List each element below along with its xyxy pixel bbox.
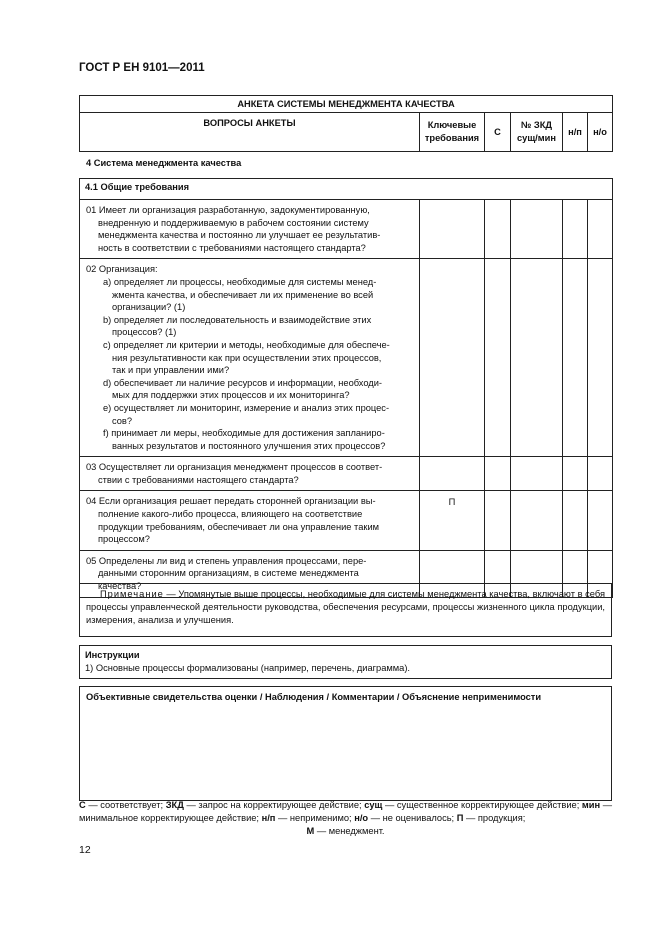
q01-line: ность в соответствии с требованиями настоящего стандарта?: [98, 242, 366, 253]
legend-p: П: [456, 813, 464, 823]
legend-m: М: [306, 826, 315, 836]
questionnaire-header-table: [79, 95, 613, 152]
abbreviation-legend: С — соответствует; ЗКД — запрос на корректирующее действие; сущ — существенное корректирующее действие; мин — минимальное корректирующее действие; н/п — неприменимо; н/о — не оценивалось; П — продукция; М — менеджмент.: [79, 800, 613, 836]
table-row: [80, 259, 613, 457]
evidence-title: Объективные свидетельства оценки / Наблюдения / Комментарии / Объяснение неприменимости: [86, 692, 542, 702]
zkd-cell[interactable]: [511, 200, 563, 259]
section-heading: 4 Система менеджмента качества: [86, 158, 242, 168]
table-row: [80, 491, 613, 550]
table-row: [80, 457, 613, 491]
note-text: — Упомянутые выше процессы, необходимые для системы менеджмента качества, включают в себя процессы управленческой деятельности руководства, обеспечения ресурсами, процессы жизненного цикла продукции, измерения, анализа и улучшения.: [86, 589, 605, 625]
conforms-cell[interactable]: [485, 200, 511, 259]
conforms-cell[interactable]: [485, 491, 511, 550]
q02-item-f: f) принимает ли меры, необходимые для достижения запланиро- ванных результатов и постоянного улучшения этих процессов?: [103, 428, 386, 451]
key-cell[interactable]: [420, 457, 485, 491]
q04-line: полнение какого-либо процесса, влияющего на соответствие: [98, 509, 363, 520]
document-id: ГОСТ Р ЕН 9101—2011: [79, 62, 205, 74]
q02-item-a: a) определяет ли процессы, необходимые для системы менед- жмента качества, и обеспечивает ли их применение во всей организации? (1): [103, 276, 377, 313]
note-label: Примечание: [100, 589, 164, 599]
col-zkd: [511, 113, 563, 152]
q02-item-c: c) определяет ли критерии и методы, необходимые для обеспече- ния результативности как при осуществлении этих процессов, так и при управлении ими?: [103, 339, 390, 376]
q04-line: процессом?: [98, 534, 150, 545]
evidence-box[interactable]: [79, 686, 612, 801]
q03-line: ствии с требованиями настоящего стандарта?: [98, 474, 299, 485]
no-cell[interactable]: [588, 457, 613, 491]
col-key-line2: требования: [424, 133, 480, 143]
key-cell[interactable]: П: [420, 491, 485, 550]
col-not-evaluated: н/о: [588, 113, 613, 152]
question-04: [80, 491, 420, 550]
page-number: 12: [79, 844, 91, 856]
instructions-box: [79, 645, 612, 679]
np-cell[interactable]: [563, 491, 588, 550]
instructions-text: 1) Основные процессы формализованы (например, перечень, диаграмма).: [85, 663, 411, 673]
zkd-cell[interactable]: [511, 457, 563, 491]
legend-last-line: М — менеджмент.: [306, 826, 385, 836]
no-cell[interactable]: [588, 491, 613, 550]
q04-line: 04 Если организация решает передать сторонней организации вы-: [86, 496, 376, 507]
q05-line: качества?: [98, 581, 142, 592]
legend-c: С: [79, 800, 86, 810]
q01-line: менеджмента качества и постоянно ли улучшает ее результатив-: [98, 230, 381, 241]
key-cell[interactable]: [420, 200, 485, 259]
legend-no: н/о: [354, 813, 369, 823]
q05-line: данными сторонним организациям, в системе менеджмента: [98, 568, 359, 579]
legend-np: н/п: [261, 813, 276, 823]
q02-item-d: d) обеспечивает ли наличие ресурсов и информации, необходи- мых для поддержки этих процессов и их мониторинга?: [103, 377, 383, 401]
col-key-requirements: [420, 113, 485, 152]
legend-sush: сущ: [364, 800, 383, 810]
np-cell[interactable]: [563, 200, 588, 259]
question-01: [80, 200, 420, 259]
instructions-title: Инструкции: [85, 650, 140, 660]
q03-line: 03 Осуществляет ли организация менеджмент процессов в соответ-: [86, 462, 383, 473]
zkd-cell[interactable]: [511, 259, 563, 457]
q01-line: 01 Имеет ли организация разработанную, задокументированную,: [86, 205, 370, 215]
q04-line: продукции требованиям, обеспечивает ли она управление таким: [98, 521, 380, 532]
subsection-heading: 4.1 Общие требования: [80, 179, 613, 200]
col-conforms: С: [485, 113, 511, 152]
q02-intro: 02 Организация:: [86, 264, 158, 275]
col-key-line1: Ключевые: [427, 120, 477, 131]
col-zkd-line1: № ЗКД: [520, 120, 553, 131]
key-cell[interactable]: [420, 259, 485, 457]
col-not-applicable: н/п: [563, 113, 588, 152]
conforms-cell[interactable]: [485, 457, 511, 491]
questionnaire-title: АНКЕТА СИСТЕМЫ МЕНЕДЖМЕНТА КАЧЕСТВА: [80, 96, 613, 113]
q05-line: 05 Определены ли вид и степень управления процессами, пере-: [86, 555, 367, 566]
table-row: [80, 200, 613, 259]
zkd-cell[interactable]: [511, 491, 563, 550]
q02-item-e: e) осуществляет ли мониторинг, измерение и анализ этих процес- сов?: [103, 402, 390, 426]
q02-item-b: b) определяет ли последовательность и взаимодействие этих процессов? (1): [103, 314, 372, 338]
q01-line: внедренную и поддерживаемую в рабочем состоянии систему: [98, 217, 369, 228]
question-02: [80, 259, 420, 457]
no-cell[interactable]: [588, 259, 613, 457]
legend-zkd: ЗКД: [165, 800, 184, 810]
legend-min: мин: [581, 800, 601, 810]
col-questions: ВОПРОСЫ АНКЕТЫ: [80, 113, 420, 152]
questions-table: [79, 178, 613, 598]
question-03: [80, 457, 420, 491]
col-zkd-line2: сущ/мин: [517, 133, 556, 143]
conforms-cell[interactable]: [485, 259, 511, 457]
note-box: [79, 583, 612, 637]
np-cell[interactable]: [563, 259, 588, 457]
np-cell[interactable]: [563, 457, 588, 491]
no-cell[interactable]: [588, 200, 613, 259]
